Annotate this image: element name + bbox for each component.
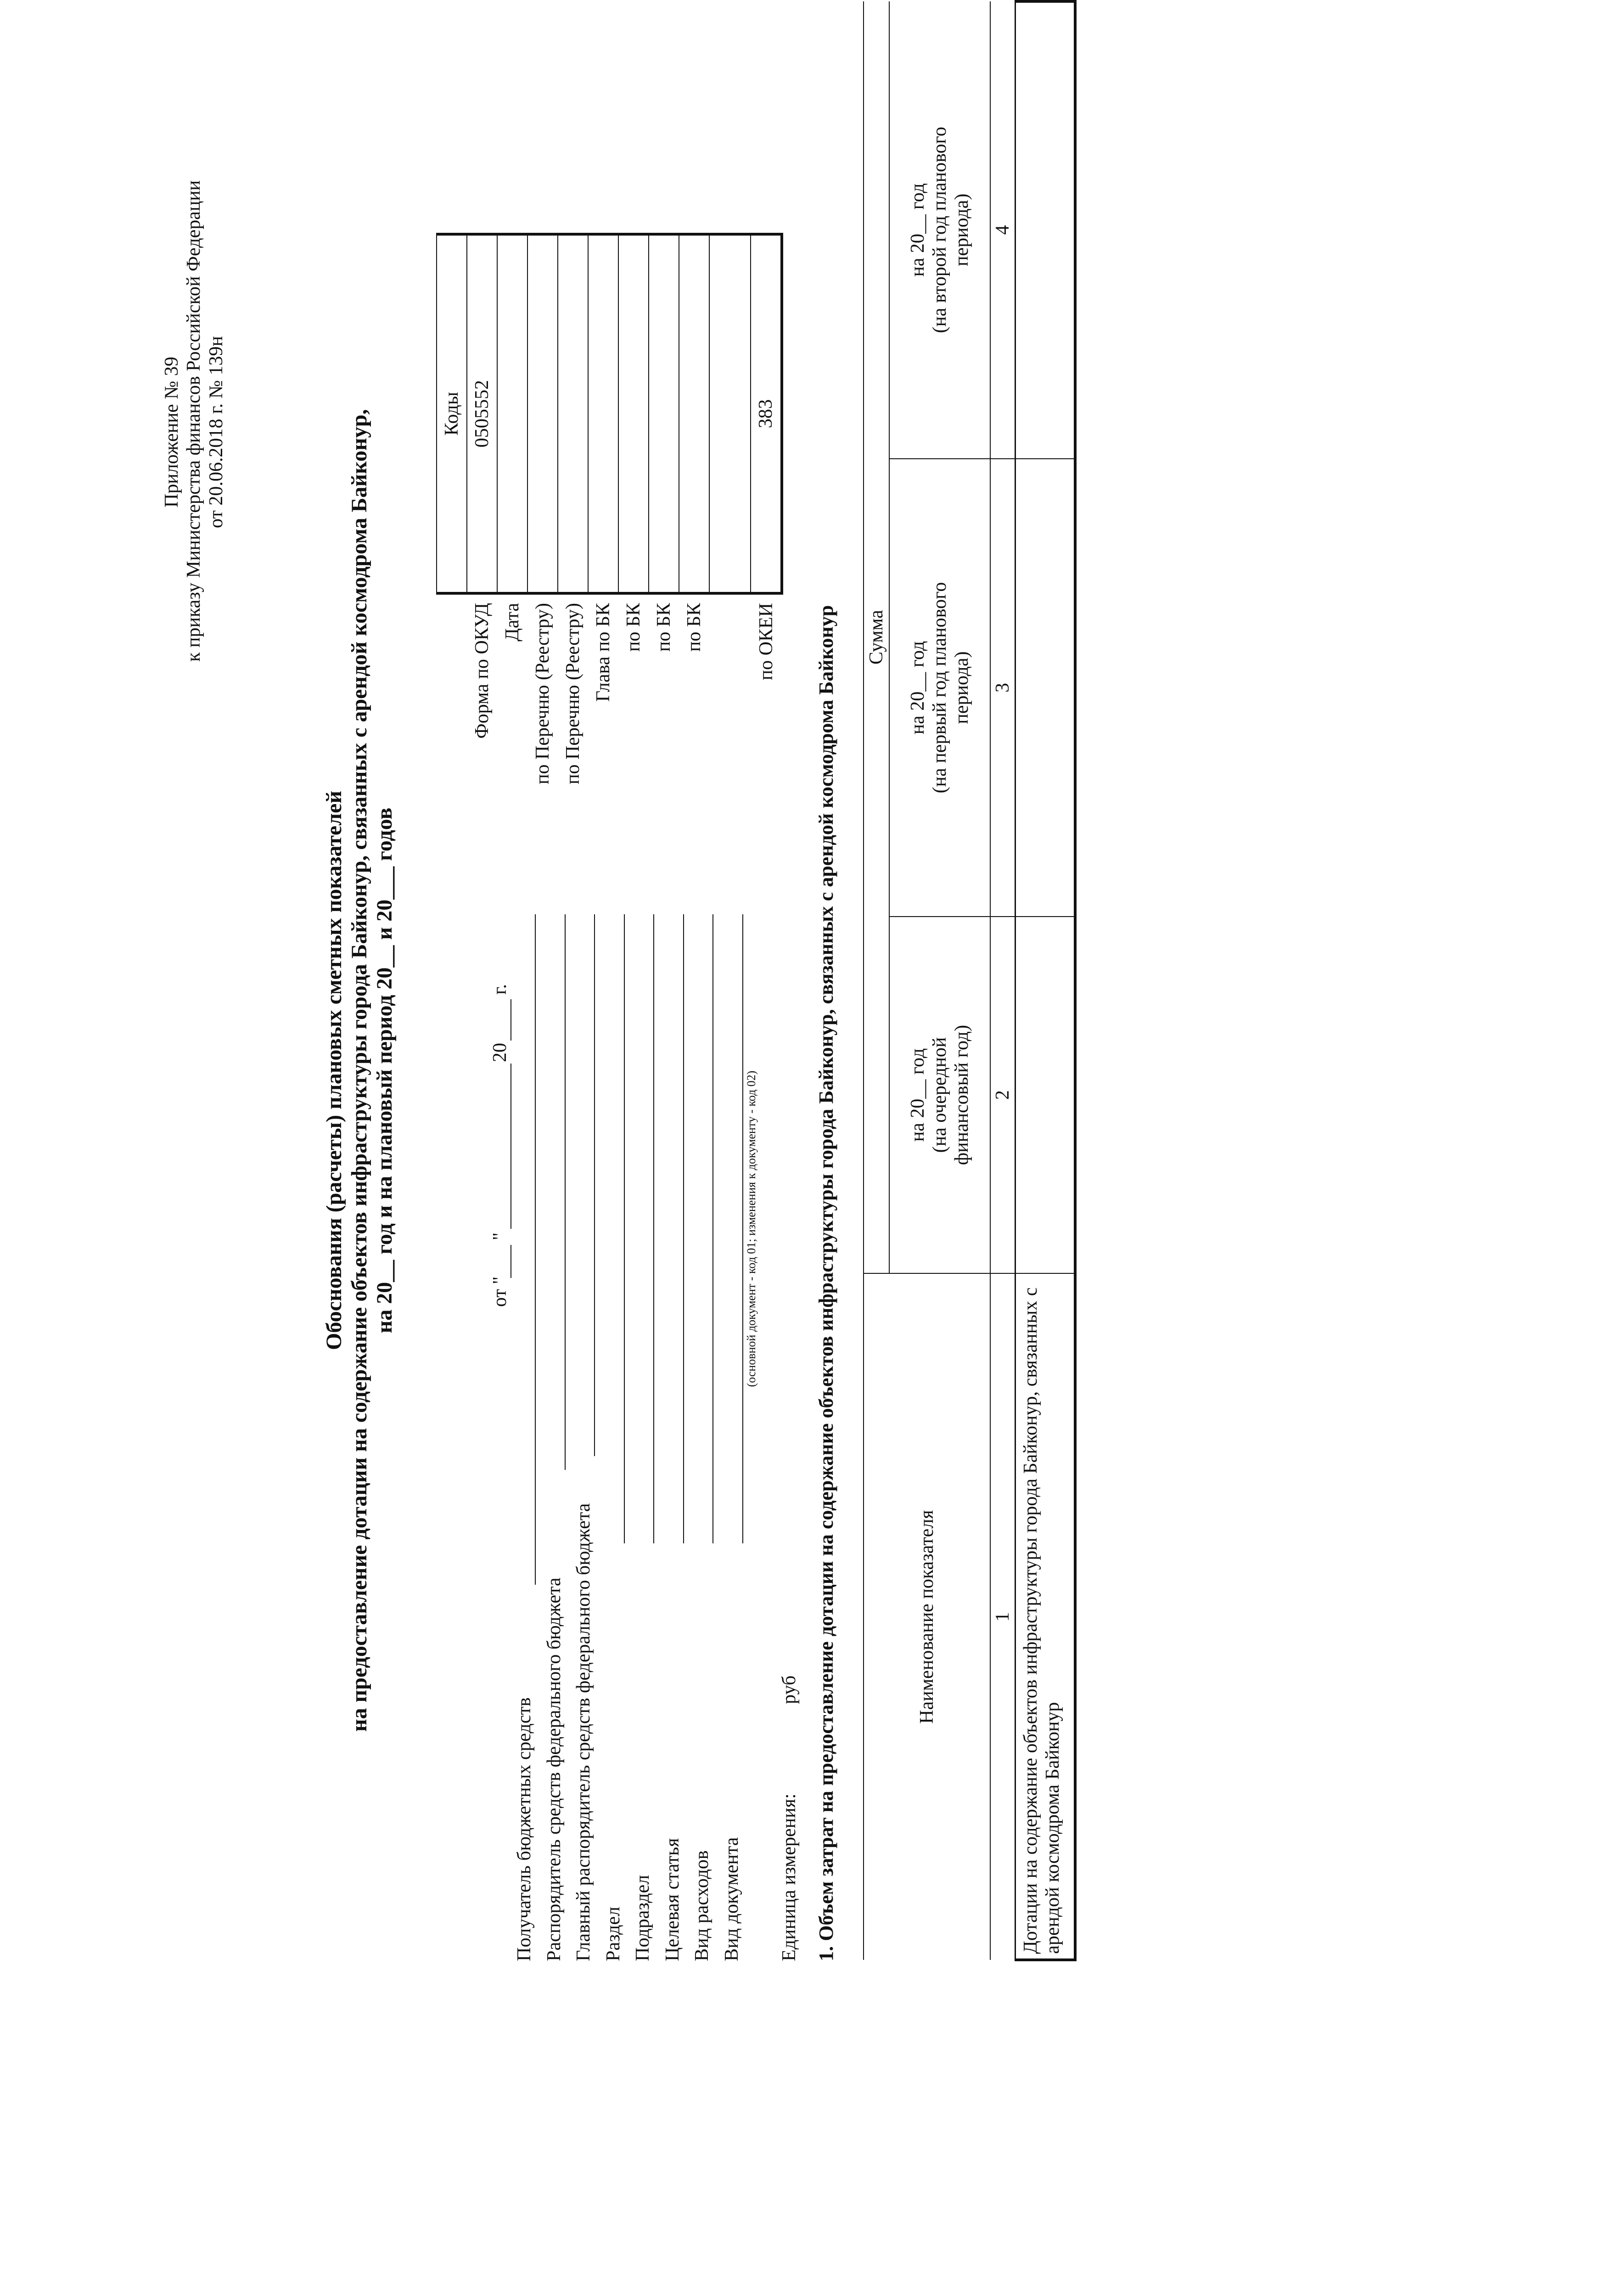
subsection-underline: [653, 914, 654, 1543]
field-recipient-label: Получатель бюджетных средств: [514, 1697, 535, 1961]
table-number-row: [990, 1, 1015, 1960]
unit-value: руб: [779, 1675, 800, 1704]
col-header-current-year: на 20__ год (на очередной финансовый год): [889, 917, 990, 1274]
codes-value: [497, 234, 527, 593]
row-label: Дотации на содержание объектов инфраструктуры города Байконур, связанных с арендой космодрома Байконур: [1015, 1273, 1075, 1960]
appendix-note: [161, 180, 227, 662]
row-value-current-year: [1015, 917, 1075, 1274]
codes-row: [558, 234, 588, 900]
codes-header-row: [437, 234, 467, 900]
table-row: [1015, 1, 1075, 1960]
unit-label: Единица измерения:: [779, 1793, 800, 1961]
codes-label: по Перечню (Реестру): [562, 603, 583, 785]
codes-row: [649, 234, 679, 900]
codes-label: [709, 593, 751, 900]
date-suffix: г.: [489, 984, 510, 995]
codes-value: [649, 234, 679, 593]
chief-manager-underline: [594, 914, 595, 1456]
row-value-second-plan-year: [1015, 1, 1075, 459]
date-month-underline: [510, 1064, 511, 1229]
field-target-item-label: Целевая статья: [662, 1838, 683, 1961]
date-day-underline: [510, 1245, 511, 1278]
codes-label: по ОКЕИ: [756, 603, 777, 681]
field-chief-manager-label: Главный распорядитель средств федерального бюджета: [573, 1503, 594, 1961]
codes-table: [436, 233, 783, 900]
field-subsection-label: Подраздел: [632, 1875, 653, 1961]
codes-label: по Перечню (Реестру): [532, 603, 553, 785]
col-number: 3: [990, 459, 1015, 916]
col-number: 1: [990, 1273, 1015, 1960]
codes-label: по БК: [653, 603, 674, 652]
col-header-sum: Сумма: [864, 1, 889, 1273]
codes-label: Глава по БК: [593, 603, 614, 702]
title-line-1: Обоснования (расчеты) плановых сметных показателей: [322, 791, 346, 1350]
codes-label: по БК: [623, 603, 644, 652]
codes-row: [527, 234, 558, 900]
col-header-second-plan-year: на 20__ год (на второй год планового периода): [889, 1, 990, 459]
expense-type-underline: [712, 914, 713, 1543]
codes-value: 0505552: [467, 234, 497, 593]
title-line-3: на 20__ год и на плановый период 20__ и 20___ годов: [372, 807, 397, 1334]
codes-row: [467, 234, 497, 900]
date-prefix: от ": [489, 1276, 510, 1307]
appendix-date: от 20.06.2018 г. № 139н: [205, 336, 227, 529]
manager-underline: [565, 914, 566, 1470]
date-year-underline: [510, 999, 511, 1041]
cost-table: [863, 0, 1077, 1961]
title-line-2: на предоставление дотации на содержание объектов инфраструктуры города Байконур, связанных с арендой космодрома Байконур,: [347, 409, 372, 1732]
codes-value: [679, 234, 709, 593]
col-header-first-plan-year: на 20__ год (на первый год планового периода): [889, 459, 990, 916]
col-number: 4: [990, 1, 1015, 459]
appendix-number: Приложение № 39: [161, 356, 182, 508]
date-quote: ": [489, 1232, 510, 1240]
codes-value: [527, 234, 558, 593]
codes-value: [709, 234, 751, 593]
target-item-underline: [683, 914, 684, 1543]
col-number: 2: [990, 917, 1015, 1274]
row-value-first-plan-year: [1015, 459, 1075, 916]
codes-row: [618, 234, 649, 900]
field-document-type-label: Вид документа: [721, 1837, 742, 1961]
codes-label: по БК: [684, 603, 705, 652]
appendix-order: к приказу Министерства финансов Российской Федерации: [183, 180, 205, 662]
codes-row: [751, 234, 782, 900]
field-manager-label: Распорядитель средств федерального бюджета: [544, 1577, 565, 1961]
codes-header: Коды: [437, 234, 467, 593]
codes-value: [558, 234, 588, 593]
document-title: [321, 313, 398, 1828]
codes-row: [588, 234, 618, 900]
document-type-hint: (основной документ - код 01; изменения к документу - код 02): [745, 1070, 758, 1387]
col-header-name: Наименование показателя: [864, 1273, 990, 1960]
table-header-row: [864, 1, 889, 1960]
section-1-heading: 1. Объем затрат на предоставление дотации на содержание объектов инфраструктуры города Байконур, связанных с арендой космодрома Байконур: [815, 605, 837, 1961]
section-underline: [624, 914, 625, 1543]
codes-value: [588, 234, 618, 593]
codes-row: [497, 234, 527, 900]
field-section-label: Раздел: [603, 1907, 624, 1961]
codes-label: Дата: [502, 603, 523, 642]
recipient-underline: [535, 914, 536, 1585]
codes-value: [618, 234, 649, 593]
codes-value: 383: [751, 234, 782, 593]
codes-label: Форма по ОКУД: [471, 603, 493, 739]
codes-row: [679, 234, 709, 900]
date-year: 20: [489, 1043, 510, 1062]
field-expense-type-label: Вид расходов: [691, 1850, 712, 1961]
document-type-underline: [742, 914, 743, 1543]
codes-row: [709, 234, 751, 900]
